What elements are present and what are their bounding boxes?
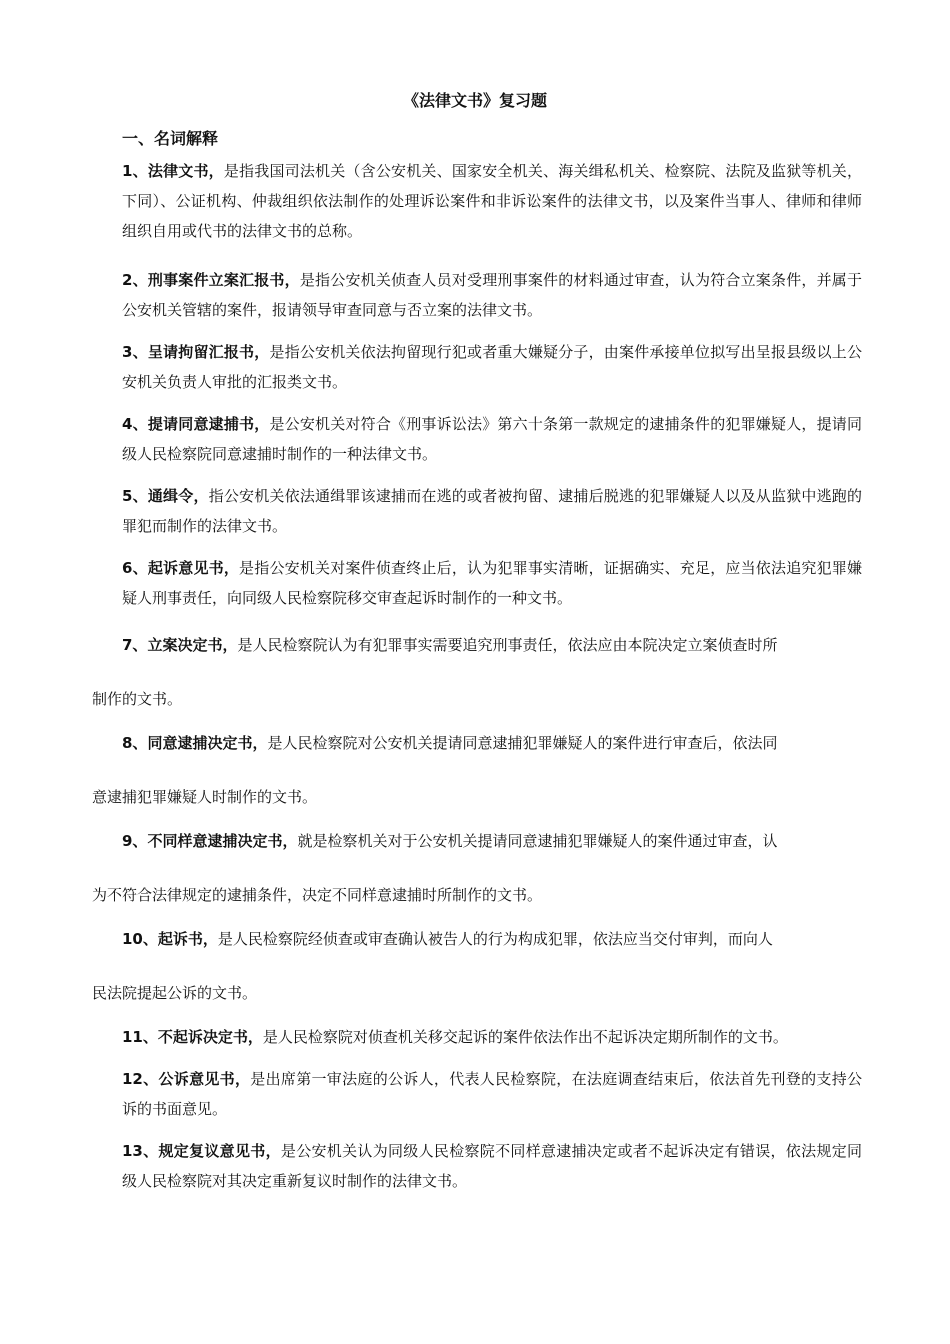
entry-term: 不同样意逮捕决定书， xyxy=(147,832,298,850)
entry-13 xyxy=(92,1136,862,1196)
entry-4 xyxy=(92,409,862,469)
entry-term: 起诉意见书， xyxy=(147,559,240,577)
entry-3 xyxy=(92,337,862,397)
entry-number: 4、 xyxy=(122,415,148,433)
entry-number: 7、 xyxy=(122,636,148,654)
entry-text: 是指公安机关依法拘留现行犯或者重大嫌疑分子，由案件承接单位拟写出呈报县级以上公安机关负责人审批的汇报类文书。 xyxy=(122,343,862,391)
entry-1 xyxy=(92,156,862,246)
section-heading: 一、名词解释 xyxy=(122,129,219,148)
entry-term: 公诉意见书， xyxy=(158,1070,251,1088)
entry-term: 立案决定书， xyxy=(147,636,238,654)
entry-continuation: 民法院提起公诉的文书。 xyxy=(92,984,258,1002)
entry-8 xyxy=(92,728,862,812)
entry-text: 是公安机关认为同级人民检察院不同样意逮捕决定或者不起诉决定有错误，依法规定同级人民检察院对其决定重新复议时制作的法律文书。 xyxy=(122,1142,862,1190)
entry-term: 通缉令， xyxy=(147,487,209,505)
entry-text: 是出席第一审法庭的公诉人，代表人民检察院，在法庭调查结束后，依法首先刊登的支持公诉的书面意见。 xyxy=(122,1070,862,1118)
entry-12 xyxy=(92,1064,862,1124)
entry-term: 刑事案件立案汇报书， xyxy=(147,271,300,289)
entry-6 xyxy=(92,553,862,613)
entry-term: 同意逮捕决定书， xyxy=(147,734,268,752)
entry-continuation: 为不符合法律规定的逮捕条件，决定不同样意逮捕时所制作的文书。 xyxy=(92,886,543,904)
entry-continuation: 制作的文书。 xyxy=(92,690,183,708)
entry-number: 13、 xyxy=(122,1142,159,1160)
entry-text: 是指我国司法机关（含公安机关、国家安全机关、海关缉私机关、检察院、法院及监狱等机关，下同）、公证机构、仲裁组织依法制作的处理诉讼案件和非诉讼案件的法律文书，以及案件当事人、律师和律师组织自用或代书的法律文书的总称。 xyxy=(122,162,862,240)
entry-number: 12、 xyxy=(122,1070,159,1088)
entry-10 xyxy=(92,924,862,1008)
entry-term: 规定复议意见书， xyxy=(158,1142,281,1160)
entry-term: 起诉书， xyxy=(157,930,218,948)
entry-term: 不起诉决定书， xyxy=(157,1028,263,1046)
entry-text: 是人民检察院对公安机关提请同意逮捕犯罪嫌疑人的案件进行审查后，依法同 xyxy=(267,734,778,752)
entry-term: 提请同意逮捕书， xyxy=(147,415,270,433)
entry-number: 10、 xyxy=(122,930,158,948)
entry-text: 是公安机关对符合《刑事诉讼法》第六十条第一款规定的逮捕条件的犯罪嫌疑人，提请同级人民检察院同意逮捕时制作的一种法律文书。 xyxy=(122,415,862,463)
entry-number: 8、 xyxy=(122,734,148,752)
entry-text: 是人民检察院认为有犯罪事实需要追究刑事责任，依法应由本院决定立案侦查时所 xyxy=(237,636,778,654)
entry-continuation: 意逮捕犯罪嫌疑人时制作的文书。 xyxy=(92,788,318,806)
doc-title: 《法律文书》复习题 xyxy=(402,91,547,110)
entry-number: 6、 xyxy=(122,559,148,577)
entry-text: 指公安机关依法通缉罪该逮捕而在逃的或者被拘留、逮捕后脱逃的犯罪嫌疑人以及从监狱中逃跑的罪犯而制作的法律文书。 xyxy=(122,487,862,535)
entry-text: 是人民检察院对侦查机关移交起诉的案件依法作出不起诉决定期所制作的文书。 xyxy=(262,1028,788,1046)
entry-term: 呈请拘留汇报书， xyxy=(147,343,270,361)
entry-number: 2、 xyxy=(122,271,148,289)
entry-11 xyxy=(92,1022,862,1052)
entry-2 xyxy=(92,265,862,325)
entry-9 xyxy=(92,826,862,910)
entry-text: 是人民检察院经侦查或审查确认被告人的行为构成犯罪，依法应当交付审判，而向人 xyxy=(217,930,773,948)
entry-number: 3、 xyxy=(122,343,148,361)
entry-5 xyxy=(92,481,862,541)
entry-number: 5、 xyxy=(122,487,148,505)
entry-text: 是指公安机关对案件侦查终止后，认为犯罪事实清晰，证据确实、充足，应当依法追究犯罪嫌疑人刑事责任，向同级人民检察院移交审查起诉时制作的一种文书。 xyxy=(122,559,862,607)
entry-text: 就是检察机关对于公安机关提请同意逮捕犯罪嫌疑人的案件通过审查，认 xyxy=(297,832,778,850)
entry-number: 1、 xyxy=(122,162,148,180)
entry-7 xyxy=(92,630,862,714)
entry-text: 是指公安机关侦查人员对受理刑事案件的材料通过审查，认为符合立案条件，并属于公安机关管辖的案件，报请领导审查同意与否立案的法律文书。 xyxy=(122,271,862,319)
entry-term: 法律文书， xyxy=(147,162,224,180)
entry-number: 11、 xyxy=(122,1028,158,1046)
entry-number: 9、 xyxy=(122,832,148,850)
